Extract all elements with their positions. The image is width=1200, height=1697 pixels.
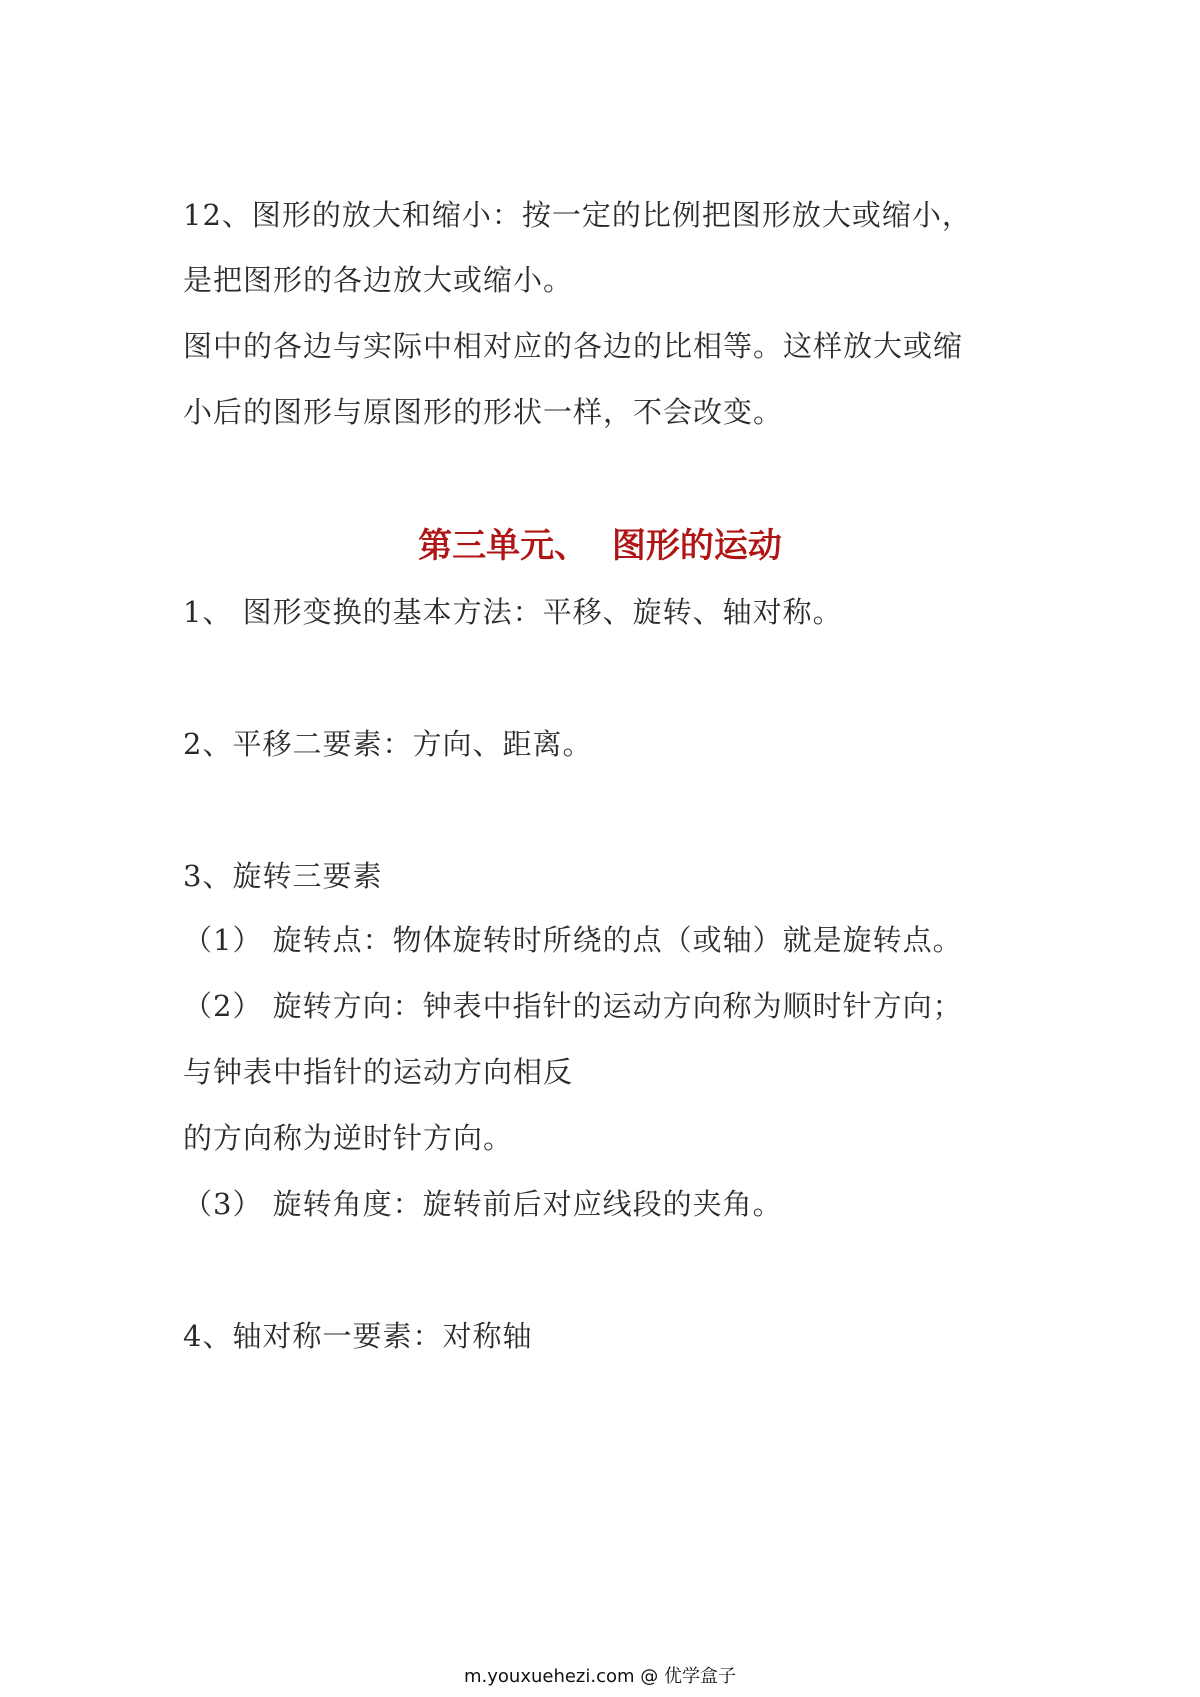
unit-3-heading: 第三单元、 图形的运动 — [418, 526, 782, 566]
unit-3-item-4: 4、轴对称一要素：对称轴 — [183, 1319, 533, 1353]
unit-3-item-3-sub-1: （1） 旋转点：物体旋转时所绕的点（或轴）就是旋转点。 — [183, 923, 963, 957]
unit-3-item-3-title: 3、旋转三要素 — [183, 859, 383, 893]
unit-3-item-3-sub-2-line-1: （2） 旋转方向：钟表中指针的运动方向称为顺时针方向； — [183, 989, 963, 1023]
footer-watermark: m.youxuehezi.com @ 优学盒子 — [463, 1666, 736, 1687]
section-12-line-1: 12、图形的放大和缩小：按一定的比例把图形放大或缩小， — [183, 198, 972, 232]
unit-3-item-1: 1、 图形变换的基本方法：平移、旋转、轴对称。 — [183, 595, 843, 629]
unit-3-item-3-sub-2-line-3: 的方向称为逆时针方向。 — [183, 1121, 514, 1155]
section-12-line-3: 图中的各边与实际中相对应的各边的比相等。这样放大或缩 — [183, 329, 964, 363]
section-12-line-2: 是把图形的各边放大或缩小。 — [183, 263, 574, 297]
section-12-line-4: 小后的图形与原图形的形状一样，不会改变。 — [183, 395, 784, 429]
unit-3-item-3-sub-3: （3） 旋转角度：旋转前后对应线段的夹角。 — [183, 1187, 783, 1221]
unit-3-item-2: 2、平移二要素：方向、距离。 — [183, 727, 593, 761]
unit-3-item-3-sub-2-line-2: 与钟表中指针的运动方向相反 — [183, 1055, 574, 1089]
